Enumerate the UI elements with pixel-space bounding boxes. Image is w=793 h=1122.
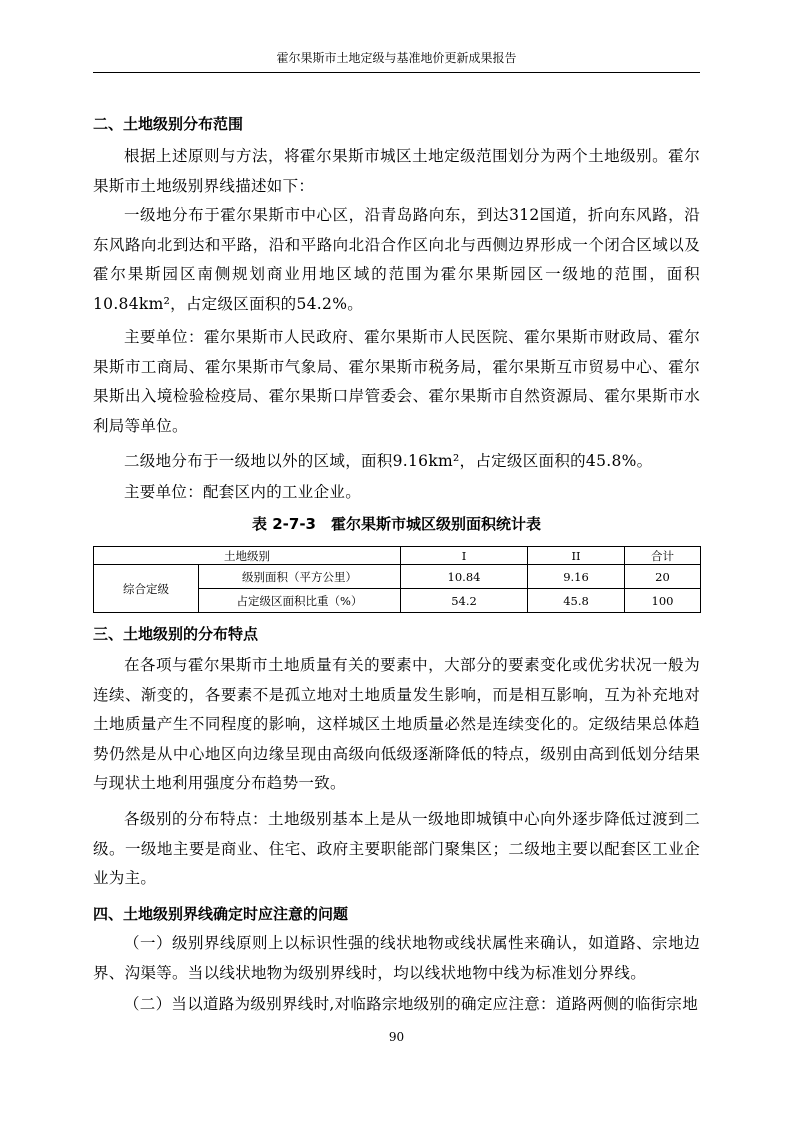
page-number: 90 bbox=[388, 1030, 405, 1044]
value-cell: 45.8 bbox=[528, 589, 625, 613]
section4-heading: 四、土地级别界线确定时应注意的问题 bbox=[93, 905, 349, 923]
row-label-cell: 级别面积（平方公里） bbox=[199, 565, 401, 589]
table-header-row bbox=[94, 547, 701, 565]
section4-paragraph-2: （二）当以道路为级别界线时,对临路宗地级别的确定应注意：道路两侧的临街宗地 bbox=[124, 995, 699, 1013]
section3-paragraph-2: 各级别的分布特点：土地级别基本上是从一级地即城镇中心向外逐步降低过渡到二级。一级地主要是商业、住宅、政府主要职能部门聚集区；二级地主要以配套区工业企业为主。 bbox=[93, 810, 700, 887]
grade-area-table bbox=[93, 546, 701, 613]
header-cell-total: 合计 bbox=[625, 547, 701, 565]
header-cell-grade-2: II bbox=[528, 547, 625, 565]
section2-paragraph-1: 根据上述原则与方法，将霍尔果斯市城区土地定级范围划分为两个土地级别。霍尔果斯市土地级别界线描述如下： bbox=[93, 147, 700, 195]
header-cell-grade-1: I bbox=[401, 547, 528, 565]
section2-heading: 二、土地级别分布范围 bbox=[93, 115, 244, 133]
value-cell: 9.16 bbox=[528, 565, 625, 589]
row-label-cell: 占定级区面积比重（%） bbox=[199, 589, 401, 613]
table-row bbox=[94, 565, 701, 589]
value-cell: 54.2 bbox=[401, 589, 528, 613]
section2-paragraph-3: 主要单位：霍尔果斯市人民政府、霍尔果斯市人民医院、霍尔果斯市财政局、霍尔果斯市工商局、霍尔果斯市气象局、霍尔果斯市税务局，霍尔果斯互市贸易中心、霍尔果斯出入境检验检疫局、霍尔果斯口岸管委会、霍尔果斯市自然资源局、霍尔果斯市水利局等单位。 bbox=[93, 328, 700, 435]
value-cell: 20 bbox=[625, 565, 701, 589]
section4-paragraph-1: （一）级别界线原则上以标识性强的线状地物或线状属性来确认，如道路、宗地边界、沟渠等。当以线状地物为级别界线时，均以线状地物中线为标准划分界线。 bbox=[93, 934, 700, 982]
value-cell: 10.84 bbox=[401, 565, 528, 589]
header-cell-grade: 土地级别 bbox=[94, 547, 401, 565]
section3-paragraph-1: 在各项与霍尔果斯市土地质量有关的要素中，大部分的要素变化或优劣状况一般为连续、渐变的，各要素不是孤立地对土地质量发生影响，而是相互影响，互为补充地对土地质量产生不同程度的影响，这样城区土地质量必然是连续变化的。定级结果总体趋势仍然是从中心地区向边缘呈现由高级向低级逐渐降低的特点，级别由高到低划分结果与现状土地利用强度分布趋势一致。 bbox=[93, 656, 700, 792]
running-header: 霍尔果斯市土地定级与基准地价更新成果报告 bbox=[276, 51, 517, 65]
section2-paragraph-2: 一级地分布于霍尔果斯市中心区，沿青岛路向东，到达312国道，折向东风路，沿东风路向北到达和平路，沿和平路向北沿合作区向北与西侧边界形成一个闭合区域以及霍尔果斯园区南侧规划商业用地区域的范围为霍尔果斯园区一级地的范围，面积10.84km²，占定级区面积的54.2%。 bbox=[93, 206, 700, 313]
group-label-cell: 综合定级 bbox=[94, 565, 199, 613]
table-caption: 表 2-7-3 霍尔果斯市城区级别面积统计表 bbox=[252, 515, 541, 533]
section3-heading: 三、土地级别的分布特点 bbox=[93, 625, 259, 643]
value-cell: 100 bbox=[625, 589, 701, 613]
section2-paragraph-4: 二级地分布于一级地以外的区域，面积9.16km²，占定级区面积的45.8%。 bbox=[124, 452, 653, 470]
header-divider bbox=[93, 72, 700, 73]
section2-paragraph-5: 主要单位：配套区内的工业企业。 bbox=[124, 483, 362, 501]
